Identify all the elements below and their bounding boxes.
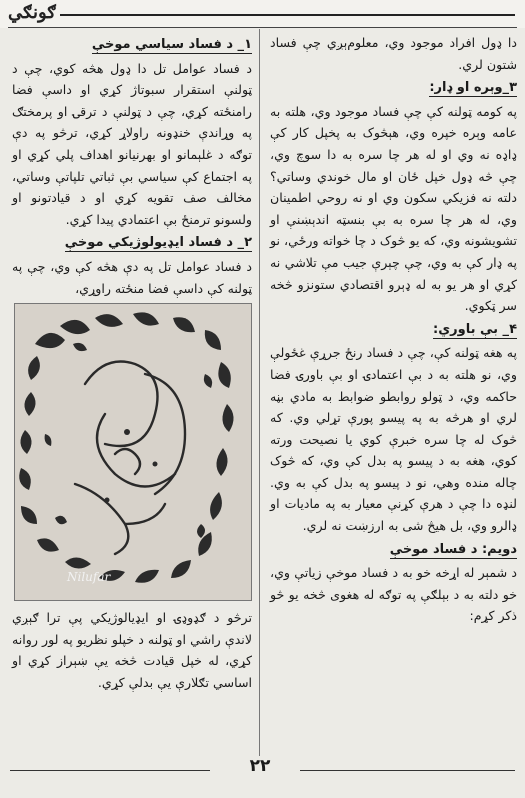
artist-signature: Nilufar <box>67 569 111 584</box>
leaf-wreath-illustration <box>15 304 251 600</box>
section-2-heading-text: ۲_ د فساد ايډيولوژيکي موخې <box>64 235 252 251</box>
section-4-paragraph: په هغه ټولنه کې، چې د فساد رنځ جرړې غځولې وي، نو هلته به د بې اعتمادۍ او بې باورۍ فضا حاکمه وي، د ټولو روابطو ضوابط به مادي بڼه لري او هرڅه به په پيسو پورې تړلي وي. که څوک له چا سره خبرې کوي يا نصيحت ورته کوي، هغه به د پيسو په بدل کې وي، که څوک چاله منده وهي، نو د پيسو په بدل کې به وي. لنډه دا چې د هرې کړنې معيار به په ماديات او ډالرو وي، بل هيڅ شی به ارزښت نه لري. <box>270 345 517 534</box>
column-divider <box>259 29 260 756</box>
footer-rule-left <box>10 770 210 771</box>
page-header <box>0 0 525 28</box>
calligraphy-artwork <box>14 303 252 601</box>
magazine-title: ګونګي <box>8 2 56 23</box>
dowom-paragraph: د شمېر له اړخه خو به د فساد موخې زياتې وي، خو دلته به د بېلګې په توګه له هغوی څخه يو څو ذکر کړم: <box>270 565 517 624</box>
left-column <box>12 32 252 696</box>
dowom-heading <box>270 539 517 561</box>
footer-rule-right <box>300 770 515 771</box>
section-3-paragraph: په کومه ټولنه کې چې فساد موجود وي، هلته به عامه وېره خپره وي، هېڅوک به پخپل کار کې ډاډه نه وي او له هر چا سره به دا سوچ وي، چې څه ډول خپل ځان او مال خوندي وساتي؟ دلته نه فزيکي سکون وي او نه روحي اطمينان وي، له هر چا سره به بې بنسټه اندېښنې او تشويشونه وي، که يو څوک د چا خواته ورځي، نو په ډار کې به وي، چې چېرې جيب مې تلاشي نه کړي او هر يو به له ډېرو اقتصادي ستونزو څخه سر ټکوي. <box>270 103 517 314</box>
section-3-heading <box>270 77 517 99</box>
section-4-heading-text: ۴_ بې باوري: <box>433 321 517 337</box>
intro-paragraph: دا ډول افراد موجود وي، معلوم‌ېږي چې فساد شتون لري. <box>270 35 517 72</box>
section-2-paragraph-continued: ترڅو د ګډوډۍ او ايډيالوژيکي پې ترا ګېږي لاندې راشي او ټولنه د خپلو نظريو په لور روانه کړي، له خپل قيادت څخه يې ښېراز کړي او اساسي تګلارې يې بدلې کړي. <box>12 610 252 690</box>
top-divider <box>8 27 517 28</box>
page-number: ۲۲ <box>249 756 271 776</box>
dowom-heading-text: دويم: د فساد موخې <box>389 541 517 557</box>
header-rule <box>60 14 515 16</box>
section-2-paragraph: د فساد عوامل تل په دې هڅه کې وي، چې په ټولنه کې داسې فضا منځته راوړي، <box>12 258 252 296</box>
section-2-heading <box>12 232 252 254</box>
section-1-paragraph: د فساد عوامل تل دا ډول هڅه کوي، چې د ټولنې استقرار سبوتاژ کړي او داسې فضا رامنځته کړي، چې د ټولنې د ترقۍ او پرمختګ په وړاندې خنډونه راولاړ کړي، ترڅو په دې توګه د غلېمانو او بهرنيانو اهداف پلي کړي او په اجتماع کې سياسي بې ثباتي تلپاتې وساتي، مخالف صف تقويه کړي او د قيادتونو او ولسونو ترمنځ بې اعتمادي پيدا کړي. <box>12 60 252 227</box>
right-column <box>270 32 517 629</box>
section-3-heading-text: ۳_وېره او ډار: <box>429 80 517 96</box>
section-4-heading <box>270 319 517 341</box>
section-1-heading <box>12 34 252 56</box>
section-1-heading-text: ۱_ د فساد سياسي موخې <box>91 37 252 52</box>
